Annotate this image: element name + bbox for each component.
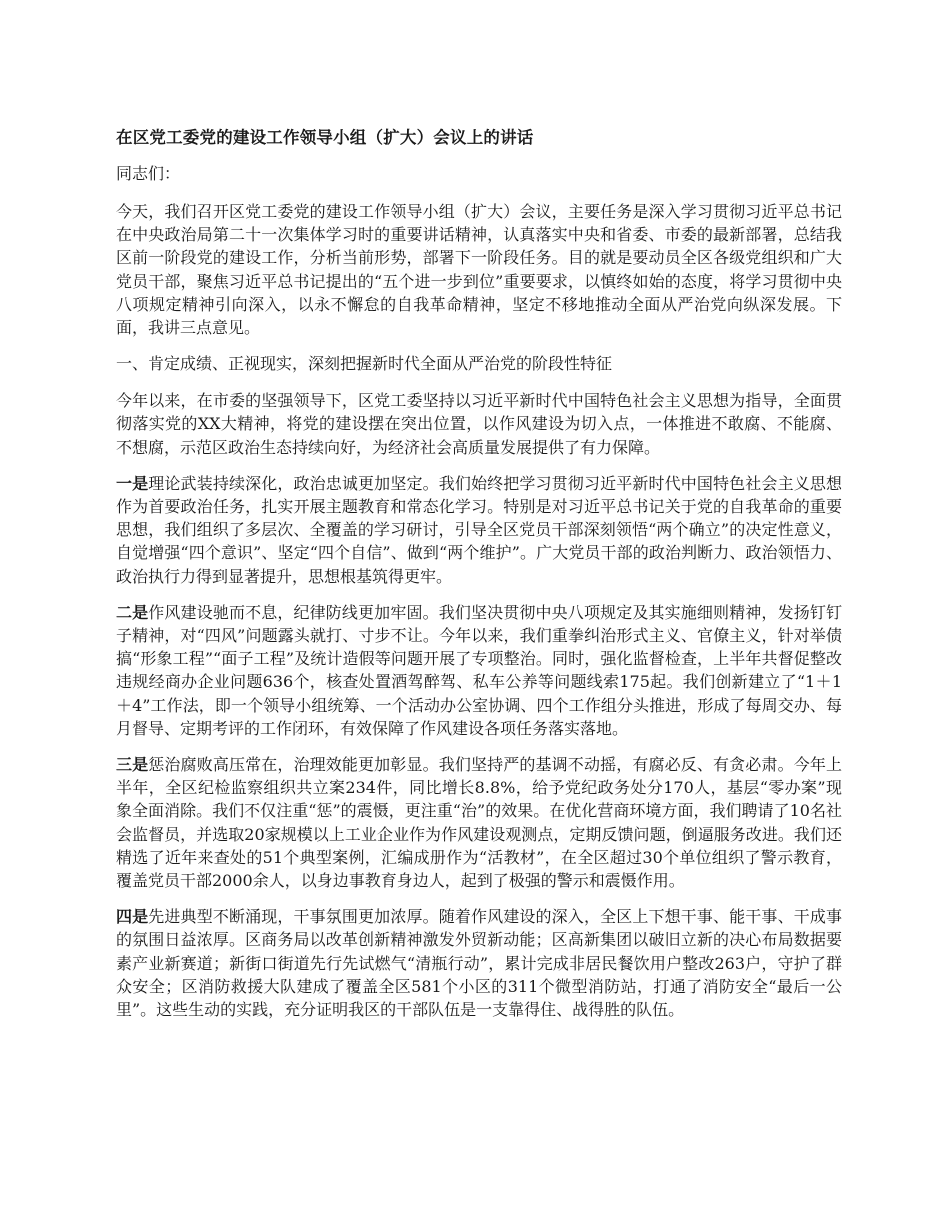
point-paragraph-4	[116, 905, 842, 1021]
salutation: 同志们：	[116, 164, 181, 183]
point-lead: 二是	[116, 602, 149, 622]
section-heading: 一、肯定成绩、正视现实，深刻把握新时代全面从严治党的阶段性特征	[116, 354, 613, 374]
point-text: 惩治腐败高压常在，治理效能更加彰显。我们坚持严的基调不动摇，有腐必反、有贪必肃。今年上半年，全区纪检监察组织共立案234件，同比增长8.8%，给予党纪政务处分170人，基层“零办案”现象全面消除。我们不仅注重“惩”的震慑，更注重“治”的效果。在优化营商环境方面，我们聘请了10名社会监督员，并选取20家规模以上工业企业作为作风建设观测点，定期反馈问题，倒逼服务改进。我们还精选了近年来查处的51个典型案例，汇编成册作为“活教材”，在全区超过30个单位组织了警示教育，覆盖党员干部2000余人，以身边事教育身边人，起到了极强的警示和震慑作用。	[116, 755, 842, 891]
document-page	[116, 120, 842, 1034]
point-lead: 一是	[116, 473, 149, 493]
point-paragraph-2	[116, 601, 842, 740]
point-paragraph-3	[116, 753, 842, 892]
point-lead: 四是	[116, 907, 149, 927]
point-text: 先进典型不断涌现，干事氛围更加浓厚。随着作风建设的深入，全区上下想干事、能干事、干成事的氛围日益浓厚。区商务局以改革创新精神激发外贸新动能；区高新集团以破旧立新的决心布局数据要素产业新赛道；新街口街道先行先试燃气“清瓶行动”，累计完成非居民餐饮用户整改263户，守护了群众安全；区消防救援大队建成了覆盖全区581个小区的311个微型消防站，打通了消防安全“最后一公里”。这些生动的实践，充分证明我区的干部队伍是一支靠得住、战得胜的队伍。	[116, 907, 842, 1020]
document-title: 在区党工委党的建设工作领导小组（扩大）会议上的讲话	[116, 128, 534, 147]
point-text: 作风建设驰而不息，纪律防线更加牢固。我们坚决贯彻中央八项规定及其实施细则精神，发扬钉钉子精神，对“四风”问题露头就打、寸步不让。今年以来，我们重拳纠治形式主义、官僚主义，针对举债搞“形象工程”“面子工程”及统计造假等问题开展了专项整治。同时，强化监督检查，上半年共督促整改违规经商办企业问题636个，核查处置酒驾醉驾、私车公养等问题线索175起。我们创新建立了“1＋1＋4”工作法，即一个领导小组统筹、一个活动办公室协调、四个工作组分头推进，形成了每周交办、每月督导、定期考评的工作闭环，有效保障了作风建设各项任务落实落地。	[116, 602, 842, 738]
section-overview-paragraph: 今年以来，在市委的坚强领导下，区党工委坚持以习近平新时代中国特色社会主义思想为指导，全面贯彻落实党的XX大精神，将党的建设摆在突出位置，以作风建设为切入点，一体推进不敢腐、不能腐、不想腐，示范区政治生态持续向好，为经济社会高质量发展提供了有力保障。	[116, 391, 842, 457]
point-lead: 三是	[116, 755, 149, 775]
point-paragraph-1	[116, 472, 842, 588]
point-text: 理论武装持续深化，政治忠诚更加坚定。我们始终把学习贯彻习近平新时代中国特色社会主义思想作为首要政治任务，扎实开展主题教育和常态化学习。特别是对习近平总书记关于党的自我革命的重要思想，我们组织了多层次、全覆盖的学习研讨，引导全区党员干部深刻领悟“两个确立”的决定性意义，自觉增强“四个意识”、坚定“四个自信”、做到“两个维护”。广大党员干部的政治判断力、政治领悟力、政治执行力得到显著提升，思想根基筑得更牢。	[116, 473, 842, 586]
intro-paragraph: 今天，我们召开区党工委党的建设工作领导小组（扩大）会议，主要任务是深入学习贯彻习近平总书记在中央政治局第二十一次集体学习时的重要讲话精神，认真落实中央和省委、市委的最新部署，总结我区前一阶段党的建设工作，分析当前形势，部署下一阶段任务。目的就是要动员全区各级党组织和广大党员干部，聚焦习近平总书记提出的“五个进一步到位”重要要求，以慎终如始的态度，将学习贯彻中央八项规定精神引向深入，以永不懈怠的自我革命精神，坚定不移地推动全面从严治党向纵深发展。下面，我讲三点意见。	[116, 202, 842, 338]
